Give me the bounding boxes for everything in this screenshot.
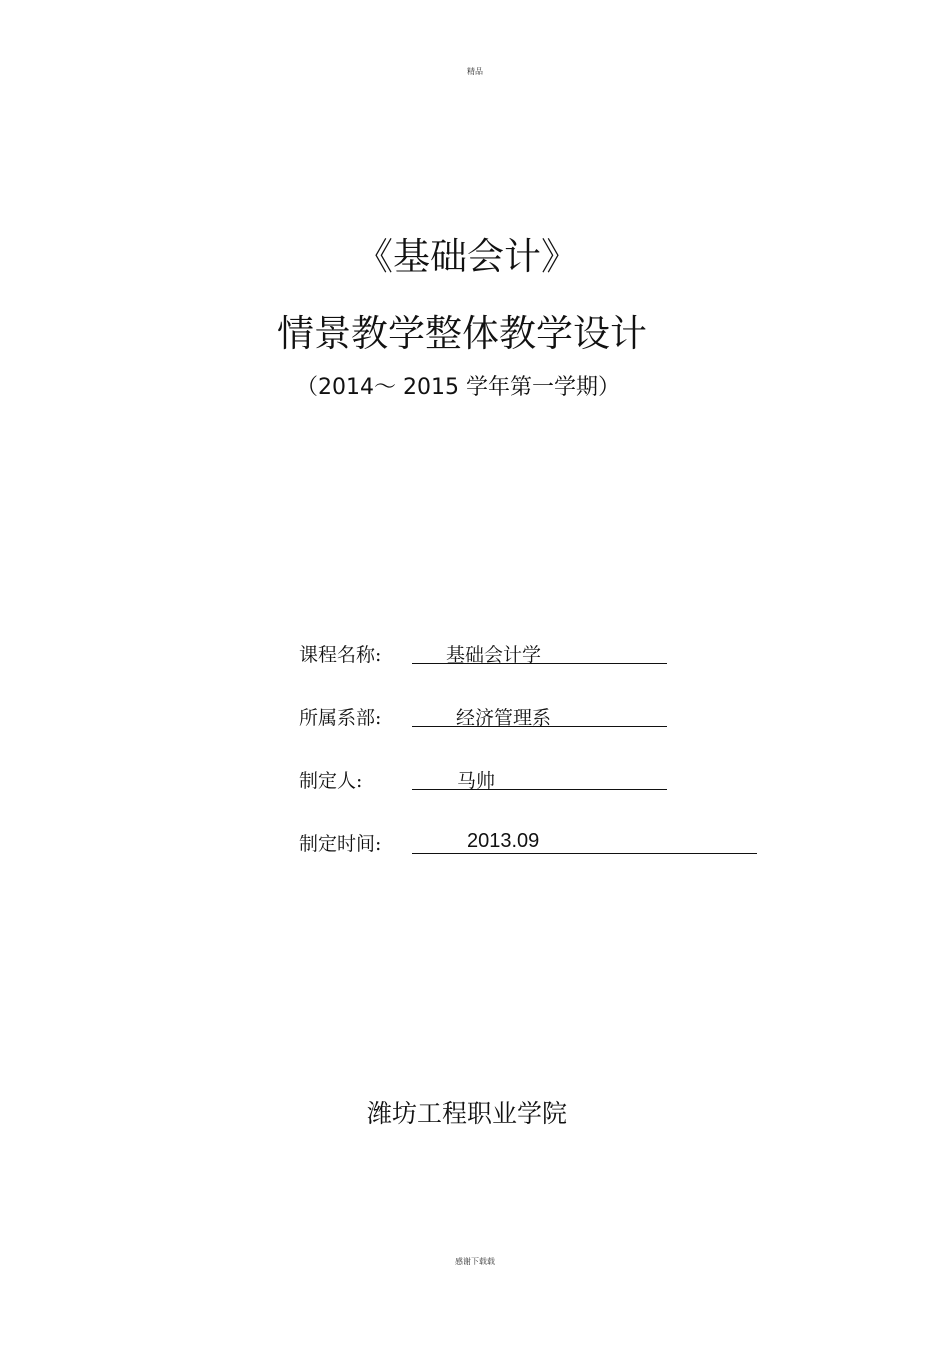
date-label: 制定时间: — [299, 833, 382, 855]
header-watermark: 精品 — [467, 67, 483, 76]
department-value: 经济管理系 — [456, 707, 552, 729]
date-underline — [412, 853, 757, 854]
author-underline — [412, 789, 667, 790]
footer-watermark: 感谢下载载 — [455, 1257, 495, 1266]
document-subtitle-main: 情景教学整体教学设计 — [277, 312, 647, 355]
school-name: 潍坊工程职业学院 — [366, 1099, 567, 1128]
author-label: 制定人: — [299, 770, 363, 792]
department-label: 所属系部: — [299, 707, 382, 729]
document-title: 《基础会计》 — [356, 235, 578, 278]
author-value: 马帅 — [457, 770, 496, 792]
academic-term: （2014～ 2015 学年第一学期） — [296, 375, 620, 400]
course-name-value: 基础会计学 — [446, 644, 542, 666]
date-value: 2013.09 — [467, 830, 540, 852]
course-name-label: 课程名称: — [299, 644, 382, 666]
